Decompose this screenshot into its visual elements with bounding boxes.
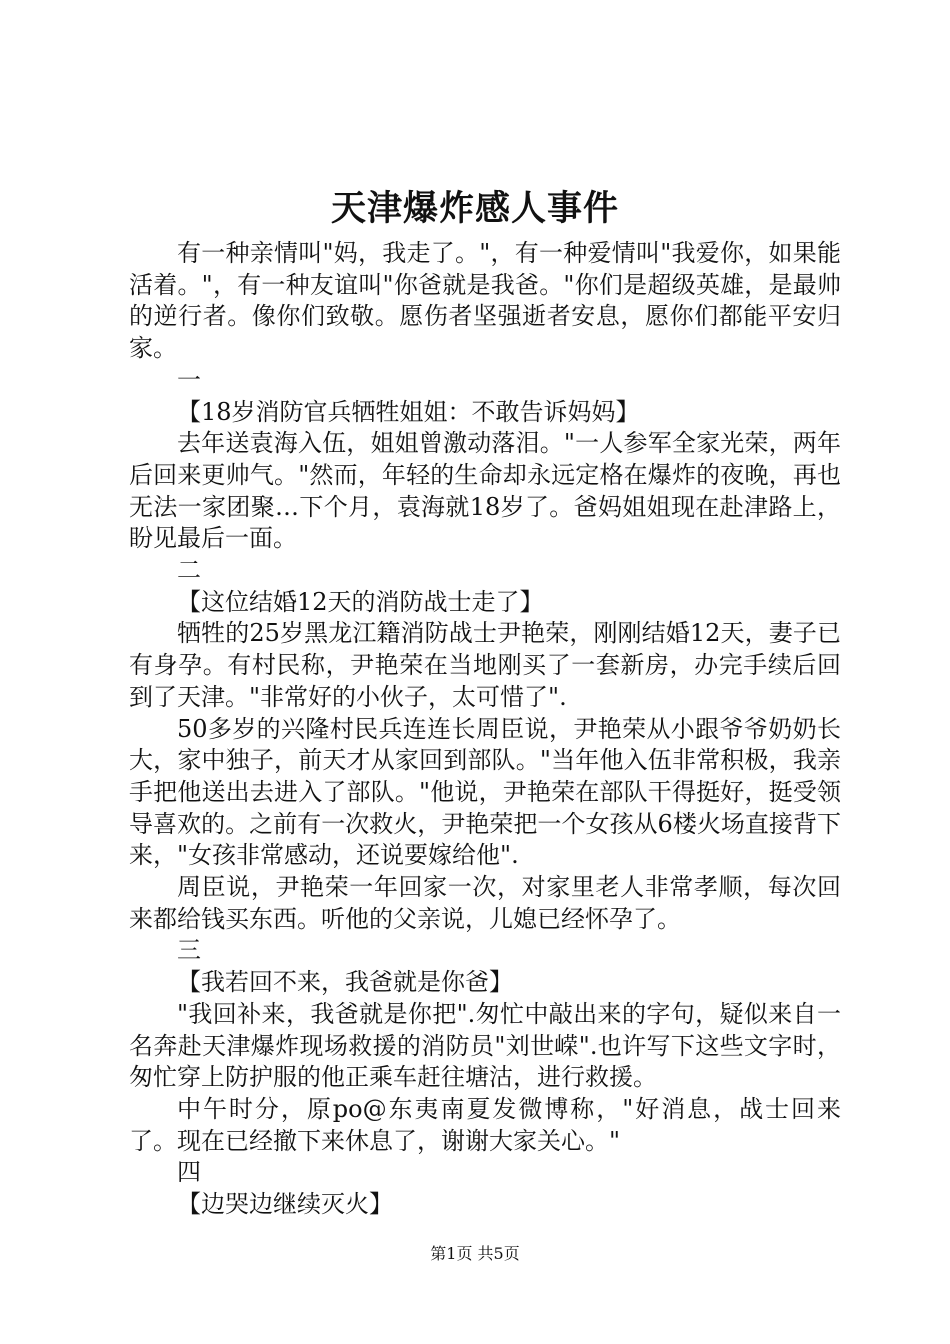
section-heading-4: 【边哭边继续灭火】	[177, 1190, 393, 1219]
section-2-paragraph-2: 50多岁的兴隆村民兵连连长周臣说，尹艳荣从小跟爷爷奶奶长大，家中独子，前天才从家回到部队。"当年他入伍非常积极，我亲手把他送出去进入了部队。"他说，尹艳荣在部队干得挺好，挺受领导喜欢的。之前有一次救火，尹艳荣把一个女孩从6楼火场直接背下来，"女孩非常感动，还说要嫁给他".	[129, 714, 841, 870]
section-3-paragraph-1: "我回补来，我爸就是你把".匆忙中敲出来的字句，疑似来自一名奔赴天津爆炸现场救援的消防员"刘世嵘".也许写下这些文字时，匆忙穿上防护服的他正乘车赶往塘沽，进行救援。	[129, 999, 841, 1092]
section-number-3: 三	[177, 936, 201, 965]
section-2-paragraph-1: 牺牲的25岁黑龙江籍消防战士尹艳荣，刚刚结婚12天，妻子已有身孕。有村民称，尹艳荣在当地刚买了一套新房，办完手续后回到了天津。"非常好的小伙子，太可惜了".	[129, 619, 841, 711]
document-title: 天津爆炸感人事件	[330, 188, 619, 229]
section-3-paragraph-2: 中午时分，原po@东夷南夏发微博称，"好消息，战士回来了。现在已经撤下来休息了，谢谢大家关心。"	[129, 1094, 841, 1155]
section-heading-3: 【我若回不来，我爸就是你爸】	[177, 968, 513, 997]
section-heading-2: 【这位结婚12天的消防战士走了】	[177, 587, 544, 616]
section-1-paragraph: 去年送袁海入伍，姐姐曾激动落泪。"一人参军全家光荣，两年后回来更帅气。"然而，年轻的生命却永远定格在爆炸的夜晚，再也无法一家团聚…下个月，袁海就18岁了。爸妈姐姐现在赴津路上，盼见最后一面。	[129, 429, 841, 553]
section-heading-1: 【18岁消防官兵牺牲姐姐：不敢告诉妈妈】	[177, 397, 640, 426]
document-body	[129, 238, 841, 1221]
section-2-paragraph-3: 周臣说，尹艳荣一年回家一次，对家里老人非常孝顺，每次回来都给钱买东西。听他的父亲说，儿媳已经怀孕了。	[129, 873, 841, 933]
section-number-4: 四	[177, 1158, 201, 1187]
section-number-1: 一	[177, 365, 201, 394]
intro-paragraph: 有一种亲情叫"妈，我走了。"，有一种爱情叫"我爱你，如果能活着。"，有一种友谊叫"你爸就是我爸。"你们是超级英雄，是最帅的逆行者。像你们致敬。愿伤者坚强逝者安息，愿你们都能平安归家。	[129, 239, 841, 363]
section-number-2: 二	[177, 556, 201, 585]
page-footer: 第1页 共5页	[430, 1244, 520, 1263]
